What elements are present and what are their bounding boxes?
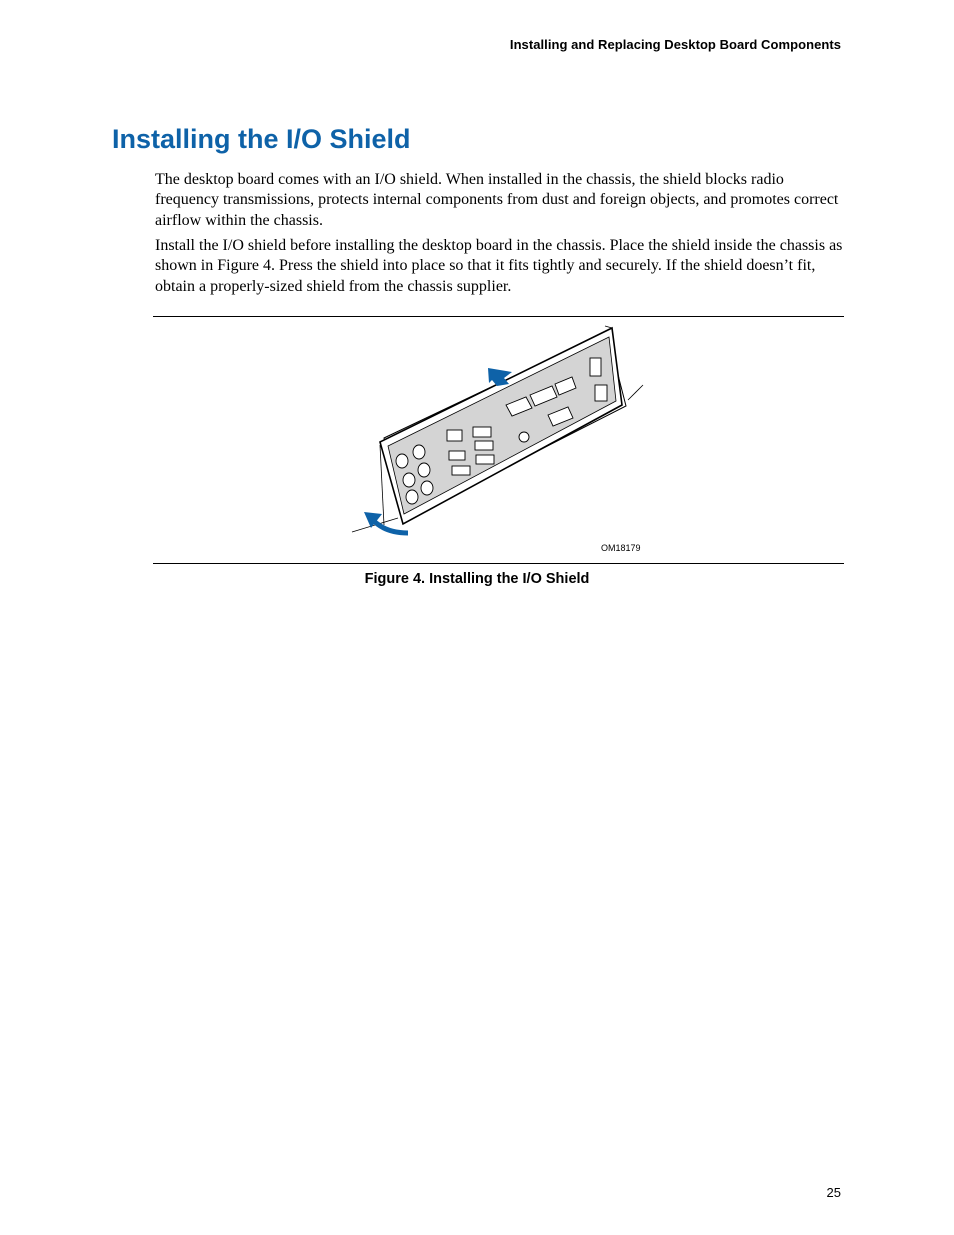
figure-caption: Figure 4. Installing the I/O Shield [364, 571, 590, 587]
figure-top-rule [153, 316, 844, 317]
section-title: Installing the I/O Shield [112, 124, 411, 154]
figure-code: OM18179 [601, 543, 641, 553]
io-shield-illustration [340, 320, 660, 545]
arrow-head-top [488, 368, 512, 386]
page-number: 25 [826, 1185, 841, 1200]
paragraph-intro: The desktop board comes with an I/O shield. When installed in the chassis, the shield blocks radio frequency transmissions, protects internal components from dust and foreign objects, and promotes correct airflow within the chassis. [155, 171, 839, 229]
figure-bottom-rule [153, 563, 844, 564]
paragraph-instructions: Install the I/O shield before installing the desktop board in the chassis. Place the shield inside the chassis as shown in Figure 4. Press the shield into place so that it fits tightly and securely. If the shield doesn’t fit, obtain a properly-sized shield from the chassis supplier. [155, 237, 843, 295]
running-header: Installing and Replacing Desktop Board Components [509, 37, 841, 52]
